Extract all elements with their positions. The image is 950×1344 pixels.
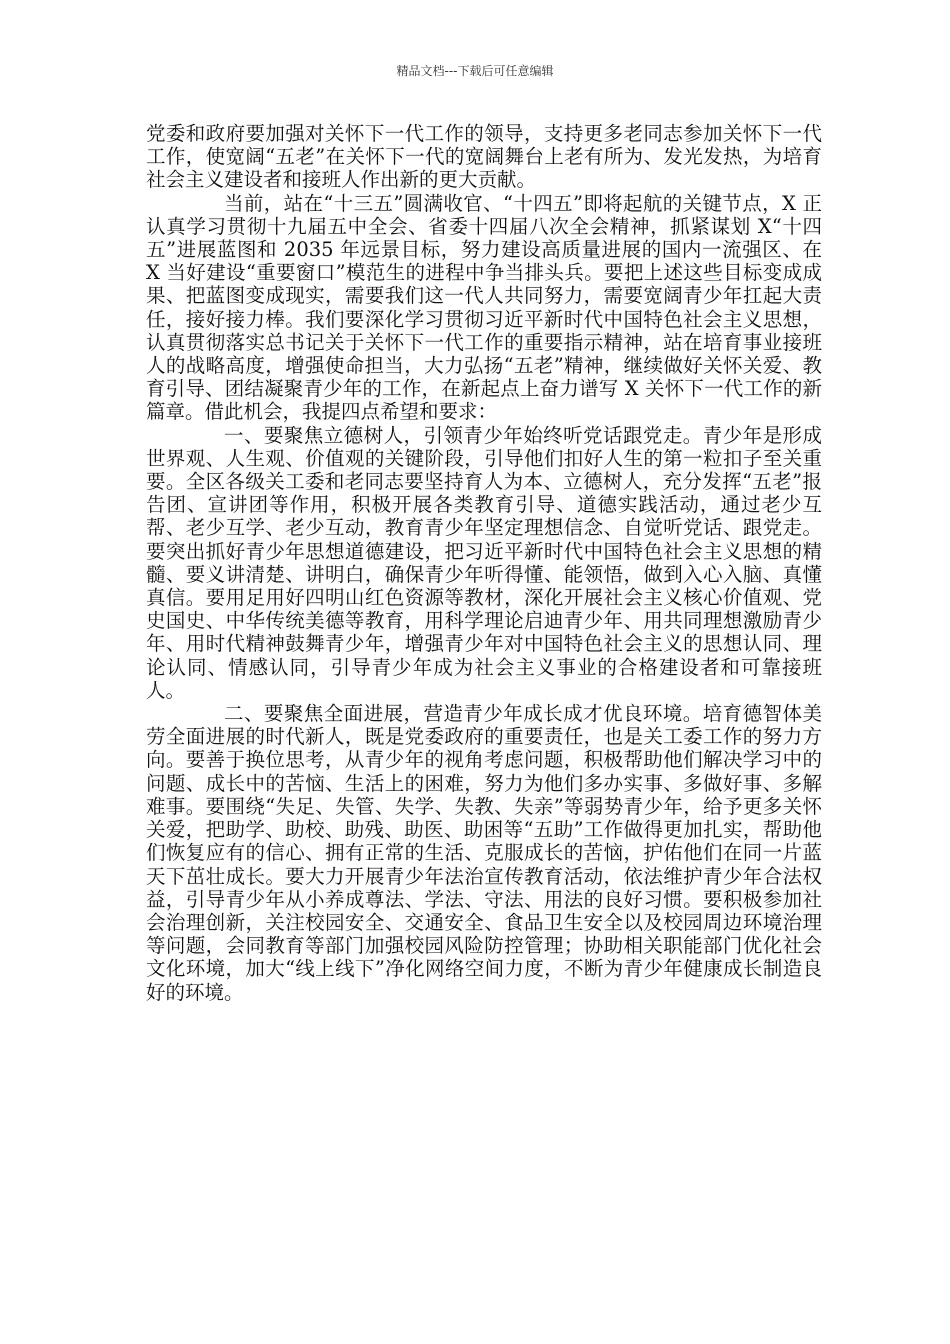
paragraph-2: 当前，站在“十三五”圆满收官、“十四五”即将起航的关键节点，X 正认真学习贯彻十九届五中全会、省委十四届八次全会精神，抓紧谋划 X“十四五”进展蓝图和 2035 年远景目标，努力建设高质量进展的国内一流强区、在 X 当好建设“重要窗口”模范生的进程中争当排头兵。要把上述这些目标变成成果、把蓝图变成现实，需要我们这一代人共同努力，需要宽阔青少年扛起大责任，接好接力棒。我们要深化学习贯彻习近平新时代中国特色社会主义思想，认真贯彻落实总书记关于关怀下一代工作的重要指示精神，站在培育事业接班人的战略高度，增强使命担当，大力弘扬“五老”精神，继续做好关怀关爱、教育引导、团结凝聚青少年的工作，在新起点上奋力谱写 X 关怀下一代工作的新篇章。借此机会，我提四点希望和要求： xyxy=(146,191,822,424)
page-header: 精品文档---下载后可任意编辑 xyxy=(396,64,554,78)
document-body xyxy=(146,122,822,1004)
paragraph-4: 二、要聚焦全面进展，营造青少年成长成才优良环境。培育德智体美劳全面进展的时代新人，既是党委政府的重要责任，也是关工委工作的努力方向。要善于换位思考，从青少年的视角考虑问题，积极帮助他们解决学习中的问题、成长中的苦恼、生活上的困难，努力为他们多办实事、多做好事、多解难事。要围绕“失足、失管、失学、失教、失亲”等弱势青少年，给予更多关怀关爱，把助学、助校、助残、助医、助困等“五助”工作做得更加扎实，帮助他们恢复应有的信心、拥有正常的生活、克服成长的苦恼，护佑他们在同一片蓝天下茁壮成长。要大力开展青少年法治宣传教育活动，依法维护青少年合法权益，引导青少年从小养成尊法、学法、守法、用法的良好习惯。要积极参加社会治理创新，关注校园安全、交通安全、食品卫生安全以及校园周边环境治理等问题，会同教育等部门加强校园风险防控管理；协助相关职能部门优化社会文化环境，加大“线上线下”净化网络空间力度，不断为青少年健康成长制造良好的环境。 xyxy=(146,702,822,1004)
paragraph-1: 党委和政府要加强对关怀下一代工作的领导，支持更多老同志参加关怀下一代工作，使宽阔“五老”在关怀下一代的宽阔舞台上老有所为、发光发热，为培育社会主义建设者和接班人作出新的更大贡献。 xyxy=(146,122,822,192)
paragraph-3: 一、要聚焦立德树人，引领青少年始终听党话跟党走。青少年是形成世界观、人生观、价值观的关键阶段，引导他们扣好人生的第一粒扣子至关重要。全区各级关工委和老同志要坚持育人为本、立德树人，充分发挥“五老”报告团、宣讲团等作用，积极开展各类教育引导、道德实践活动，通过老少互帮、老少互学、老少互动，教育青少年坚定理想信念、自觉听党话、跟党走。要突出抓好青少年思想道德建设，把习近平新时代中国特色社会主义思想的精髓、要义讲清楚、讲明白，确保青少年听得懂、能领悟，做到入心入脑、真懂真信。要用足用好四明山红色资源等教材，深化开展社会主义核心价值观、党史国史、中华传统美德等教育，用科学理论启迪青少年、用共同理想激励青少年、用时代精神鼓舞青少年，增强青少年对中国特色社会主义的思想认同、理论认同、情感认同，引导青少年成为社会主义事业的合格建设者和可靠接班人。 xyxy=(146,423,822,702)
